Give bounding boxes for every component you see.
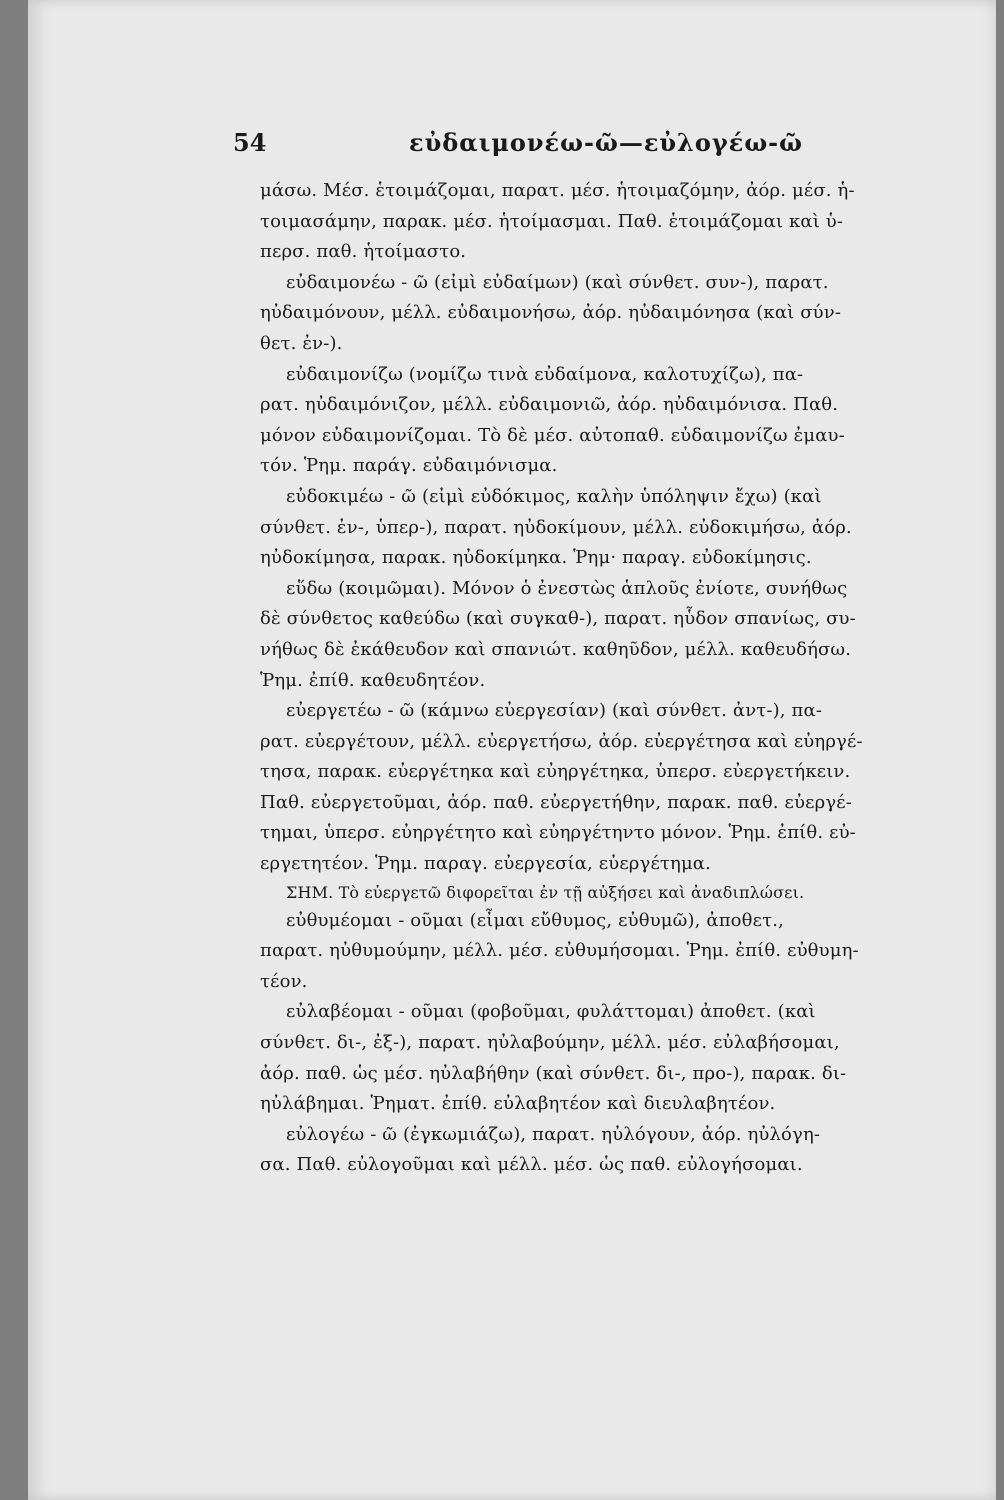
text-line: δὲ σύνθετος καθεύδω (καὶ συγκαθ-), παρατ. ηὗδον σπανίως, συ- (260, 608, 856, 630)
text-line: μόνον εὐδαιμονίζομαι. Τὸ δὲ μέσ. αὐτοπαθ. εὐδαιμονίζω ἐμαυ- (260, 424, 845, 446)
text-line: ἀόρ. παθ. ὡς μέσ. ηὐλαβήθην (καὶ σύνθετ. δι-, προ-), παρακ. δι- (260, 1062, 847, 1084)
entry-headword-line: εὐεργετέω - ῶ (κάμνω εὐεργεσίαν) (καὶ σύνθετ. ἀντ-), πα- (286, 700, 823, 722)
text-line: σύνθετ. δι-, ἐξ-), παρατ. ηὐλαβούμην, μέλλ. μέσ. εὐλαβήσομαι, (260, 1032, 840, 1054)
entry-headword-line: εὐδαιμονίζω (νομίζω τινὰ εὐδαίμονα, καλοτυχίζω), πα- (286, 363, 804, 385)
dictionary-text (260, 176, 972, 1181)
entry-headword-line: εὐδοκιμέω - ῶ (εἰμὶ εὐδόκιμος, καλὴν ὑπόληψιν ἔχω) (καὶ (286, 485, 822, 507)
text-line: σα. Παθ. εὐλογοῦμαι καὶ μέλλ. μέσ. ὡς παθ. εὐλογήσομαι. (260, 1154, 803, 1176)
text-line: τησα, παρακ. εὐεργέτηκα καὶ εὐηργέτηκα, ὑπερσ. εὐεργετήκειν. (260, 761, 851, 783)
entry-headword-line: εὐδαιμονέω - ῶ (εἰμὶ εὐδαίμων) (καὶ σύνθετ. συν-), παρατ. (286, 271, 829, 293)
entry-headword-line: εὕδω (κοιμῶμαι). Μόνον ὁ ἐνεστὼς ἁπλοῦς ἐνίοτε, συνήθως (286, 577, 848, 599)
text-line: τοιμασάμην, παρακ. μέσ. ἡτοίμασμαι. Παθ. ἑτοιμάζομαι καὶ ὑ- (260, 210, 844, 232)
entry-headword-line: εὐθυμέομαι - οῦμαι (εἶμαι εὔθυμος, εὐθυμῶ), ἀποθετ., (286, 909, 784, 931)
text-line: νήθως δὲ ἐκάθευδον καὶ σπανιώτ. καθηῦδον, μέλλ. καθευδήσω. (260, 638, 852, 660)
note-line: ΣΗΜ. Τὸ εὐεργετῶ διφορεῖται ἐν τῇ αὐξήσει καὶ ἀναδιπλώσει. (286, 882, 805, 902)
text-line: εργετητέον. Ῥημ. παραγ. εὐεργεσία, εὐεργέτημα. (260, 853, 711, 875)
page-number: 54 (233, 128, 267, 157)
text-line: τέον. (260, 970, 308, 992)
text-line: ρατ. ηὐδαιμόνιζον, μέλλ. εὐδαιμονιῶ, ἀόρ. ηὐδαιμόνισα. Παθ. (260, 394, 839, 416)
text-line: ηὐδαιμόνουν, μέλλ. εὐδαιμονήσω, ἀόρ. ηὐδαιμόνησα (καὶ σύν- (260, 302, 842, 324)
text-line: Ῥημ. ἐπίθ. καθευδητέον. (260, 669, 486, 691)
page-header (233, 128, 973, 158)
text-line: ηὐδοκίμησα, παρακ. ηὐδοκίμηκα. Ῥημ· παραγ. εὐδοκίμησις. (260, 547, 812, 569)
running-head: εὐδαιμονέω-ῶ—εὐλογέω-ῶ (409, 128, 803, 157)
text-line: τόν. Ῥημ. παράγ. εὐδαιμόνισμα. (260, 455, 558, 477)
text-line: θετ. ἐν-). (260, 332, 343, 354)
text-line: ηὐλάβημαι. Ῥηματ. ἐπίθ. εὐλαβητέον καὶ διευλαβητέον. (260, 1093, 776, 1115)
entry-headword-line: εὐλαβέομαι - οῦμαι (φοβοῦμαι, φυλάττομαι) ἀποθετ. (καὶ (286, 1001, 816, 1023)
text-line: ρατ. εὐεργέτουν, μέλλ. εὐεργετήσω, ἀόρ. εὐεργέτησα καὶ εὐηργέ- (260, 730, 863, 752)
text-line: Παθ. εὐεργετοῦμαι, ἀόρ. παθ. εὐεργετήθην, παρακ. παθ. εὐεργέ- (260, 791, 852, 813)
book-page (28, 0, 996, 1500)
text-line: σύνθετ. ἐν-, ὑπερ-), παρατ. ηὐδοκίμουν, μέλλ. εὐδοκιμήσω, ἀόρ. (260, 516, 852, 538)
text-line: παρατ. ηὐθυμούμην, μέλλ. μέσ. εὐθυμήσομαι. Ῥημ. ἐπίθ. εὐθυμη- (260, 940, 859, 962)
entry-headword-line: εὐλογέω - ῶ (ἐγκωμιάζω), παρατ. ηὐλόγουν, ἀόρ. ηὐλόγη- (286, 1123, 821, 1145)
text-line: περσ. παθ. ἡτοίμαστο. (260, 241, 467, 263)
text-line: τημαι, ὑπερσ. εὐηργέτητο καὶ εὐηργέτηντο μόνον. Ῥημ. ἐπίθ. εὐ- (260, 822, 856, 844)
text-line: μάσω. Μέσ. ἑτοιμάζομαι, παρατ. μέσ. ἡτοιμαζόμην, ἀόρ. μέσ. ἡ- (260, 180, 855, 201)
